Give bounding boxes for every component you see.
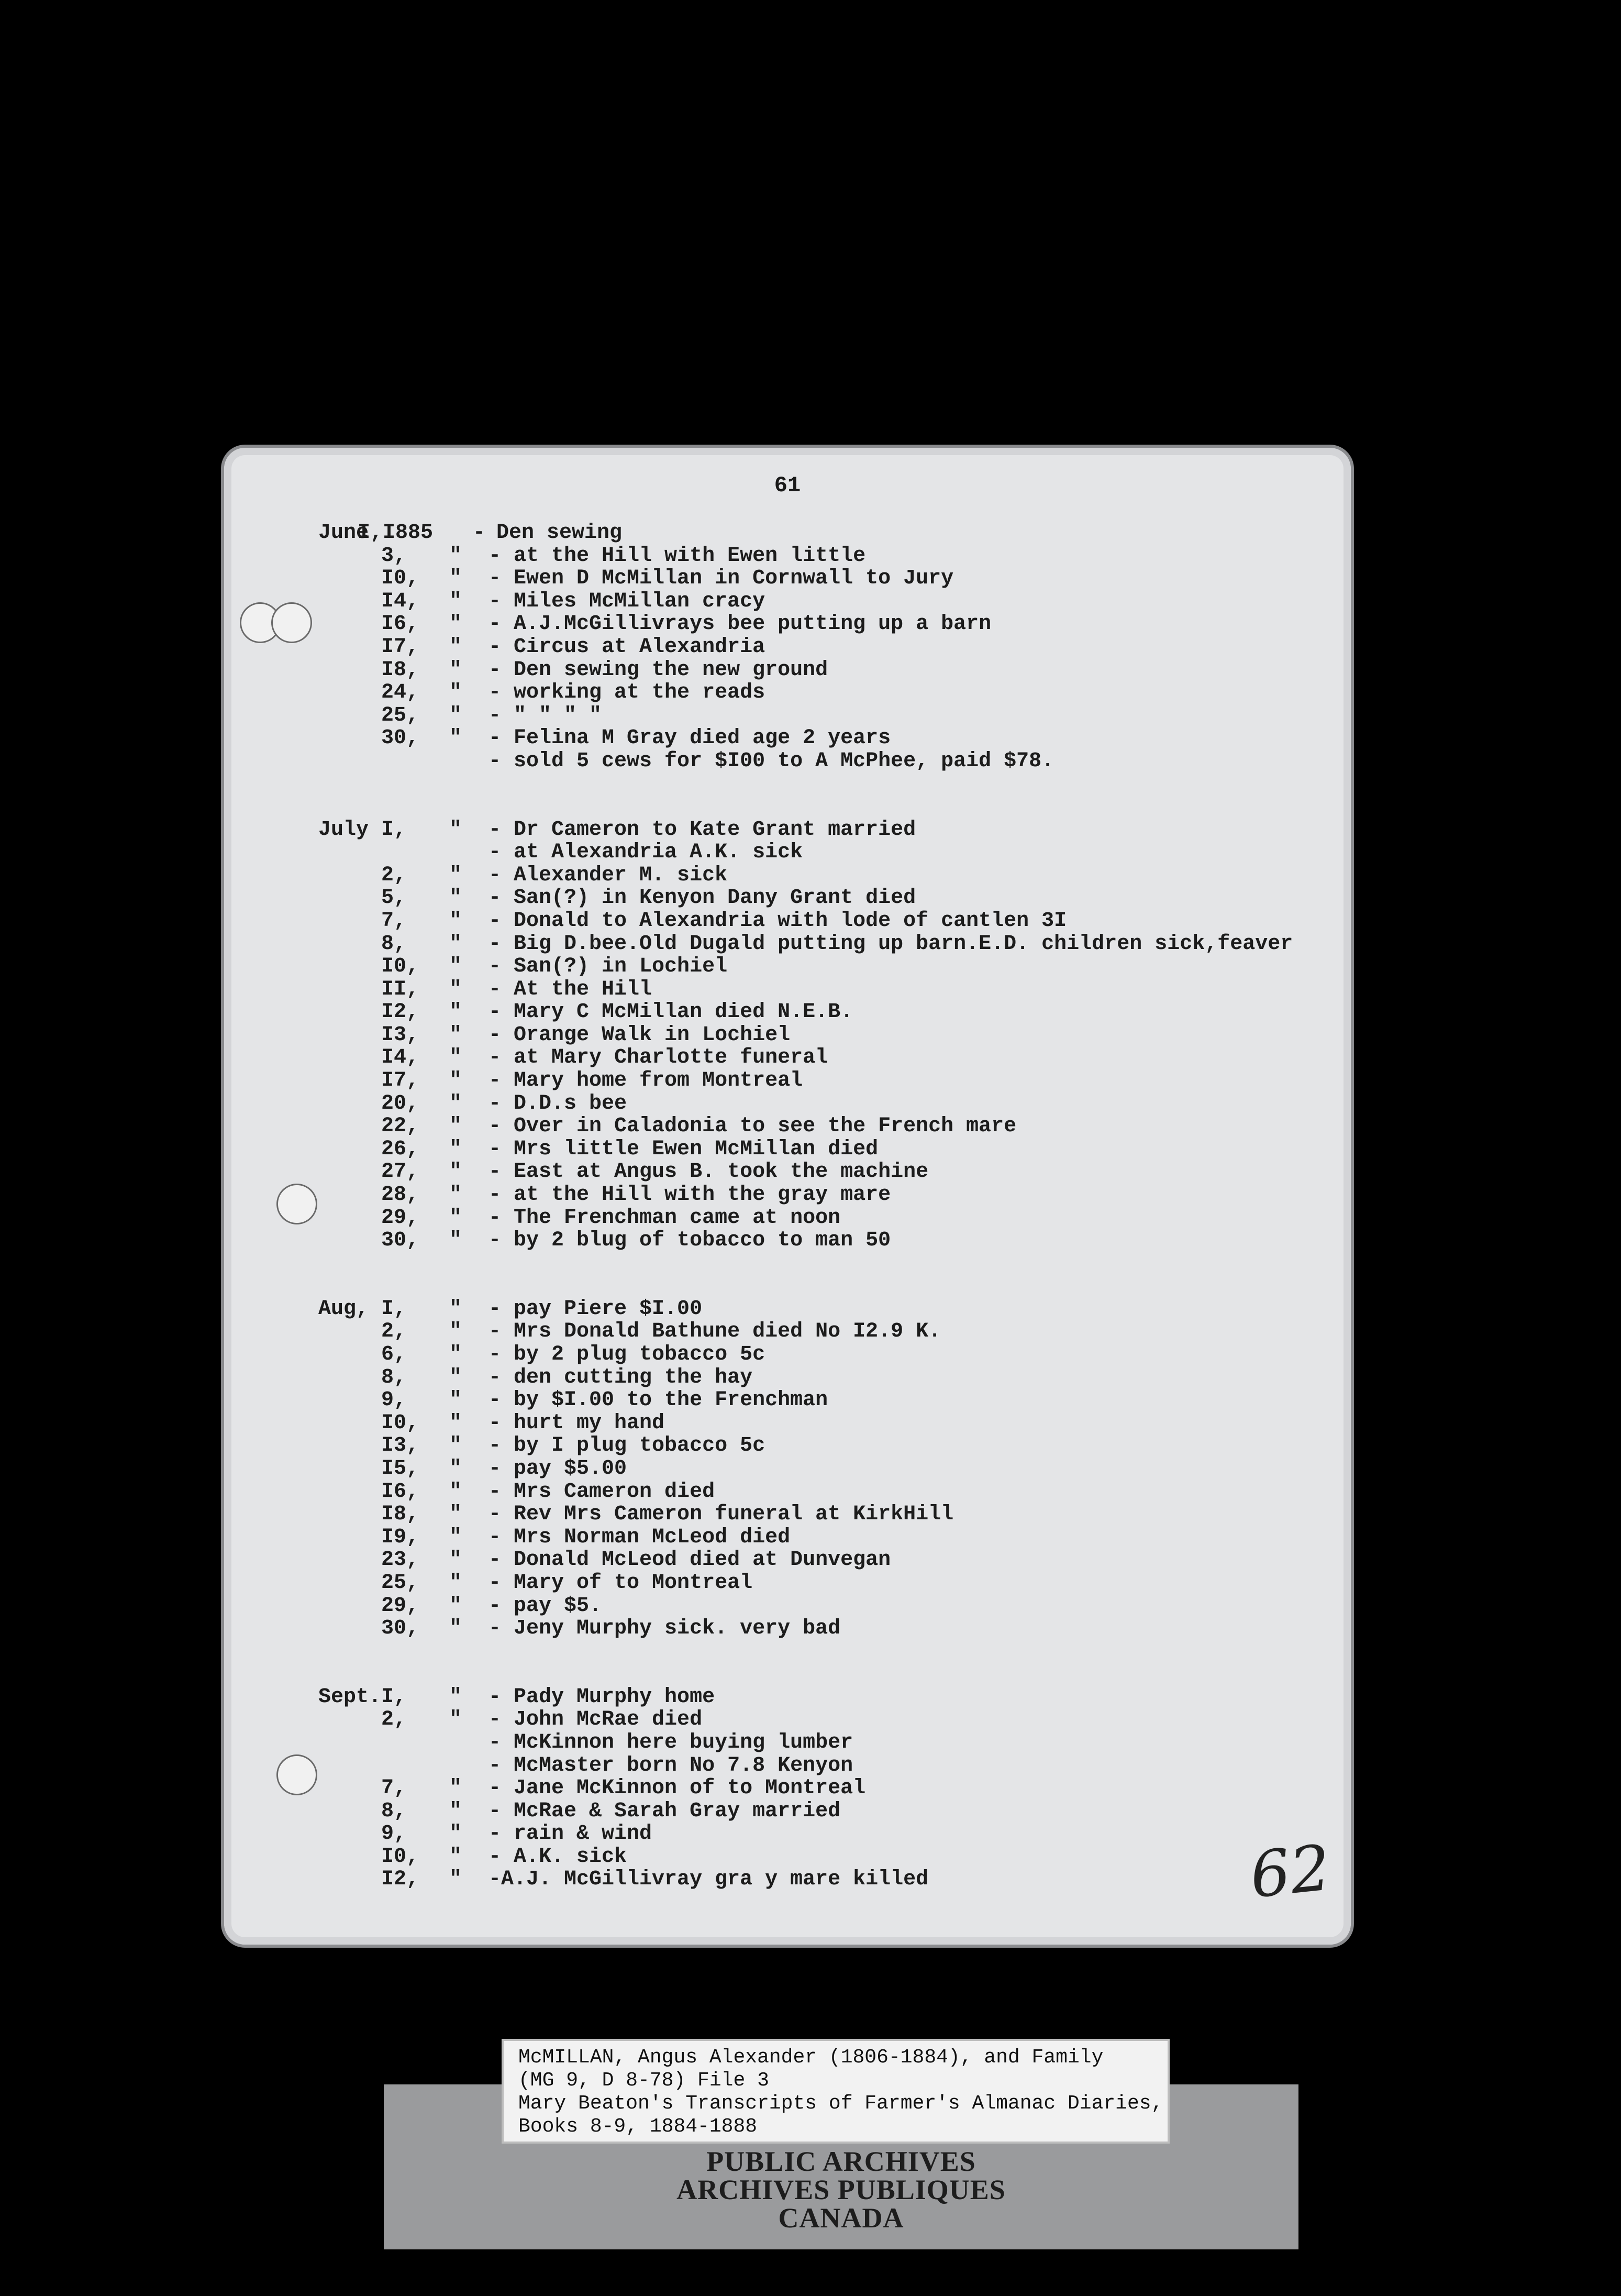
diary-entries [224, 521, 1351, 1891]
diary-entry [224, 726, 1351, 749]
diary-entry [224, 1138, 1351, 1161]
entry-text: - Felina M Gray died age 2 years [488, 726, 891, 750]
stamp-line: PUBLIC ARCHIVES [706, 2146, 976, 2177]
entry-day: I9, [381, 1525, 419, 1549]
entry-text: - Pady Murphy home [488, 1685, 715, 1709]
entry-gap [224, 1252, 1351, 1297]
entry-ditto: " [449, 955, 462, 979]
entry-text: - by I plug tobacco 5c [488, 1434, 765, 1458]
entry-ditto: " [449, 1799, 462, 1823]
document-page [224, 448, 1351, 1945]
entry-ditto: " [449, 1320, 462, 1344]
entry-day: 29, [381, 1206, 419, 1230]
entry-day: 8, [381, 1365, 407, 1389]
entry-text: - at the Hill with the gray mare [488, 1183, 891, 1207]
diary-entry [224, 1526, 1351, 1549]
diary-entry [224, 521, 1351, 544]
entry-ditto: " [449, 1456, 462, 1481]
entry-day: 9, [381, 1822, 407, 1846]
entry-text: Den sewing [496, 521, 623, 545]
entry-day: 2, [381, 1320, 407, 1344]
entry-ditto: " [449, 612, 462, 636]
diary-entry [224, 1617, 1351, 1640]
entry-ditto: " [449, 1845, 462, 1869]
entry-ditto: " [449, 1685, 462, 1709]
entry-day: I, [381, 818, 407, 842]
diary-entry [224, 1366, 1351, 1389]
diary-entry [224, 978, 1351, 1001]
entry-text: - At the Hill [488, 977, 652, 1001]
entry-text: - Den sewing the new ground [488, 658, 828, 682]
entry-text: - sold 5 cews for $I00 to A McPhee, paid $78. [488, 749, 1054, 773]
entry-day: I3, [381, 1023, 419, 1047]
entry-text: - Mrs Donald Bathune died No I2.9 K. [488, 1320, 941, 1344]
label-line: Mary Beaton's Transcripts of Farmer's Almanac Diaries, [518, 2092, 1163, 2115]
stamp-line: ARCHIVES PUBLIQUES [676, 2174, 1006, 2205]
diary-entry [224, 1503, 1351, 1526]
stamp-line: CANADA [778, 2202, 904, 2234]
entry-text: - pay $5.00 [488, 1456, 627, 1481]
entry-ditto: " [449, 703, 462, 727]
entry-ditto: " [449, 1822, 462, 1846]
entry-day: 20, [381, 1091, 419, 1116]
entry-ditto: " [449, 1434, 462, 1458]
entry-ditto: " [449, 1137, 462, 1161]
diary-entry [224, 1571, 1351, 1594]
page-number: 61 [774, 473, 801, 498]
entry-day: 7, [381, 909, 407, 933]
diary-entry [224, 590, 1351, 613]
handwritten-page-number: 62 [1247, 1831, 1334, 1913]
diary-entry [224, 635, 1351, 658]
entry-text: -A.J. McGillivray gra y mare killed [488, 1868, 929, 1892]
entry-text: - Jane McKinnon of to Montreal [488, 1776, 866, 1801]
entry-text: - San(?) in Kenyon Dany Grant died [488, 886, 916, 910]
entry-ditto: " [449, 1206, 462, 1230]
entry-ditto: " [449, 1046, 462, 1070]
diary-entry [224, 681, 1351, 704]
diary-entry [224, 704, 1351, 727]
diary-entry [224, 1160, 1351, 1183]
entry-day: 24, [381, 681, 419, 705]
entry-day: 3, [381, 544, 407, 568]
entry-day: I2, [381, 1868, 419, 1892]
label-line: (MG 9, D 8-78) File 3 [518, 2069, 769, 2092]
entry-day: I2, [381, 1000, 419, 1024]
label-line: Books 8-9, 1884-1888 [518, 2115, 758, 2138]
entry-ditto: " [449, 1480, 462, 1504]
entry-ditto: " [449, 544, 462, 568]
entry-text: - A.K. sick [488, 1845, 627, 1869]
entry-text: - Ewen D McMillan in Cornwall to Jury [488, 567, 954, 591]
entry-day: 28, [381, 1183, 419, 1207]
entry-text: - at Mary Charlotte funeral [488, 1046, 828, 1070]
diary-entry [224, 1822, 1351, 1845]
entry-ditto: " [449, 1023, 462, 1047]
entry-ditto: " [449, 1525, 462, 1549]
entry-day: I5, [381, 1456, 419, 1481]
entry-month: July [318, 818, 369, 842]
entry-text: - The Frenchman came at noon [488, 1206, 841, 1230]
entry-text: - John McRae died [488, 1708, 703, 1732]
entry-day: 2, [381, 863, 407, 887]
catalog-label [502, 2039, 1170, 2144]
entry-text: - by 2 plug tobacco 5c [488, 1343, 765, 1366]
entry-day: 2, [381, 1708, 407, 1732]
diary-entry [224, 612, 1351, 635]
entry-ditto: " [449, 658, 462, 682]
entry-day: I, [381, 1297, 407, 1321]
entry-day: 27, [381, 1160, 419, 1184]
entry-text: - Mary of to Montreal [488, 1571, 753, 1595]
entry-text: - Donald McLeod died at Dunvegan [488, 1548, 891, 1572]
entry-text: - Jeny Murphy sick. very bad [488, 1617, 841, 1641]
entry-text: - Mary C McMillan died N.E.B. [488, 1000, 853, 1024]
entry-text: - Miles McMillan cracy [488, 589, 765, 613]
entry-text: - East at Angus B. took the machine [488, 1160, 929, 1184]
entry-day: I8, [381, 658, 419, 682]
entry-day: I4, [381, 589, 419, 613]
entry-day: I0, [381, 1845, 419, 1869]
entry-day: 30, [381, 726, 419, 750]
diary-entry [224, 1685, 1351, 1708]
entry-ditto: " [449, 681, 462, 705]
entry-ditto: " [449, 1229, 462, 1253]
diary-entry [224, 955, 1351, 978]
diary-entry [224, 886, 1351, 909]
entry-text: - McRae & Sarah Gray married [488, 1799, 841, 1823]
entry-text: - Orange Walk in Lochiel [488, 1023, 791, 1047]
diary-entry [224, 909, 1351, 932]
entry-ditto: " [449, 1868, 462, 1892]
entry-day: 23, [381, 1548, 419, 1572]
entry-ditto: " [449, 1548, 462, 1572]
entry-day: 30, [381, 1229, 419, 1253]
entry-day: I4, [381, 1046, 419, 1070]
entry-day: I8, [381, 1503, 419, 1527]
entry-ditto: " [449, 1776, 462, 1801]
diary-entry [224, 1183, 1351, 1206]
entry-month: June [318, 521, 369, 545]
entry-ditto: " [449, 863, 462, 887]
entry-ditto: " [449, 1411, 462, 1435]
diary-entry [224, 1206, 1351, 1229]
entry-ditto: " [449, 1388, 462, 1412]
entry-ditto: " [449, 726, 462, 750]
entry-day: I0, [381, 567, 419, 591]
entry-day: 9, [381, 1388, 407, 1412]
entry-text: - pay $5. [488, 1594, 602, 1618]
entry-day: II, [381, 977, 419, 1001]
entry-ditto: " [449, 1343, 462, 1366]
entry-text: - hurt my hand [488, 1411, 665, 1435]
diary-entry [224, 1434, 1351, 1457]
entry-day: 25, [381, 1571, 419, 1595]
entry-ditto: " [449, 1617, 462, 1641]
diary-entry [224, 1297, 1351, 1320]
entry-text: - McKinnon here buying lumber [488, 1730, 853, 1754]
diary-entry [224, 658, 1351, 681]
entry-ditto: " [449, 1000, 462, 1024]
entry-day: I7, [381, 1069, 419, 1093]
entry-text: - Dr Cameron to Kate Grant married [488, 818, 916, 842]
entry-day: 6, [381, 1343, 407, 1366]
diary-entry [224, 1594, 1351, 1617]
entry-day: I0, [381, 955, 419, 979]
entry-ditto: " [449, 1160, 462, 1184]
entry-ditto: - [473, 521, 486, 545]
entry-day: I0, [381, 1411, 419, 1435]
entry-ditto: " [449, 909, 462, 933]
diary-entry [224, 1092, 1351, 1115]
entry-text: - Mrs Norman McLeod died [488, 1525, 791, 1549]
diary-entry [224, 1343, 1351, 1366]
entry-day: I, [381, 1685, 407, 1709]
diary-entry [224, 1548, 1351, 1571]
diary-entry [224, 1731, 1351, 1754]
entry-text: - Circus at Alexandria [488, 635, 765, 659]
diary-entry [224, 1069, 1351, 1092]
entry-ditto: " [449, 635, 462, 659]
diary-entry [224, 1708, 1351, 1731]
entry-day: 29, [381, 1594, 419, 1618]
entry-ditto: " [449, 818, 462, 842]
entry-text: - at Alexandria A.K. sick [488, 841, 803, 865]
entry-day: 8, [381, 1799, 407, 1823]
diary-entry [224, 544, 1351, 567]
entry-day: 8, [381, 932, 407, 956]
entry-day: 30, [381, 1617, 419, 1641]
diary-entry [224, 932, 1351, 955]
diary-entry [224, 1388, 1351, 1411]
entry-day: I6, [381, 1480, 419, 1504]
diary-entry [224, 1480, 1351, 1503]
entry-month: Sept. [318, 1685, 382, 1709]
entry-text: - Big D.bee.Old Dugald putting up barn.E.D. children sick,feaver [488, 932, 1293, 956]
diary-entry [224, 818, 1351, 841]
diary-entry [224, 1776, 1351, 1800]
entry-text: - Mary home from Montreal [488, 1069, 803, 1093]
entry-text: - Donald to Alexandria with lode of cantlen 3I [488, 909, 1067, 933]
entry-ditto: " [449, 1183, 462, 1207]
entry-day: 26, [381, 1137, 419, 1161]
entry-ditto: " [449, 1091, 462, 1116]
entry-ditto: " [449, 1365, 462, 1389]
entry-day: 5, [381, 886, 407, 910]
entry-day: I3, [381, 1434, 419, 1458]
entry-text: - Over in Caladonia to see the French mare [488, 1114, 1017, 1139]
entry-ditto: " [449, 567, 462, 591]
entry-text: - Mrs Cameron died [488, 1480, 715, 1504]
entry-ditto: " [449, 977, 462, 1001]
entry-text: - " " " " [488, 703, 602, 727]
diary-entry [224, 1046, 1351, 1069]
entry-day: I7, [381, 635, 419, 659]
diary-entry [224, 1868, 1351, 1891]
diary-entry [224, 1023, 1351, 1046]
entry-ditto: " [449, 1069, 462, 1093]
entry-text: - rain & wind [488, 1822, 652, 1846]
entry-text: - working at the reads [488, 681, 765, 705]
diary-entry [224, 567, 1351, 590]
stamp-text [384, 2147, 1298, 2232]
diary-entry [224, 749, 1351, 772]
diary-entry [224, 1800, 1351, 1823]
entry-gap [224, 772, 1351, 818]
diary-entry [224, 1411, 1351, 1434]
diary-entry [224, 1229, 1351, 1252]
diary-entry [224, 1457, 1351, 1480]
entry-ditto: " [449, 1571, 462, 1595]
entry-text: - D.D.s bee [488, 1091, 627, 1116]
entry-gap [224, 1640, 1351, 1685]
entry-text: - McMaster born No 7.8 Kenyon [488, 1753, 853, 1778]
diary-entry [224, 841, 1351, 864]
entry-ditto: " [449, 1594, 462, 1618]
entry-text: - Rev Mrs Cameron funeral at KirkHill [488, 1503, 954, 1527]
entry-day: 25, [381, 703, 419, 727]
entry-day: I6, [381, 612, 419, 636]
label-line: McMILLAN, Angus Alexander (1806-1884), and Family [518, 2046, 1104, 2069]
entry-text: - San(?) in Lochiel [488, 955, 728, 979]
entry-day: 7, [381, 1776, 407, 1801]
entry-day: I,I885 [358, 521, 434, 545]
entry-text: - Mrs little Ewen McMillan died [488, 1137, 879, 1161]
entry-ditto: " [449, 886, 462, 910]
entry-ditto: " [449, 1708, 462, 1732]
entry-day: 22, [381, 1114, 419, 1139]
diary-entry [224, 1000, 1351, 1023]
entry-text: - Alexander M. sick [488, 863, 728, 887]
entry-ditto: " [449, 932, 462, 956]
entry-ditto: " [449, 1503, 462, 1527]
entry-ditto: " [449, 1114, 462, 1139]
diary-entry [224, 864, 1351, 887]
entry-month: Aug, [318, 1297, 369, 1321]
entry-text: - pay Piere $I.00 [488, 1297, 703, 1321]
diary-entry [224, 1320, 1351, 1343]
diary-entry [224, 1754, 1351, 1777]
diary-entry [224, 1845, 1351, 1868]
diary-entry [224, 1114, 1351, 1138]
entry-text: - den cutting the hay [488, 1365, 753, 1389]
entry-text: - by 2 blug of tobacco to man 50 [488, 1229, 891, 1253]
entry-ditto: " [449, 589, 462, 613]
entry-ditto: " [449, 1297, 462, 1321]
entry-text: - by $I.00 to the Frenchman [488, 1388, 828, 1412]
entry-text: - A.J.McGillivrays bee putting up a barn [488, 612, 992, 636]
entry-text: - at the Hill with Ewen little [488, 544, 866, 568]
